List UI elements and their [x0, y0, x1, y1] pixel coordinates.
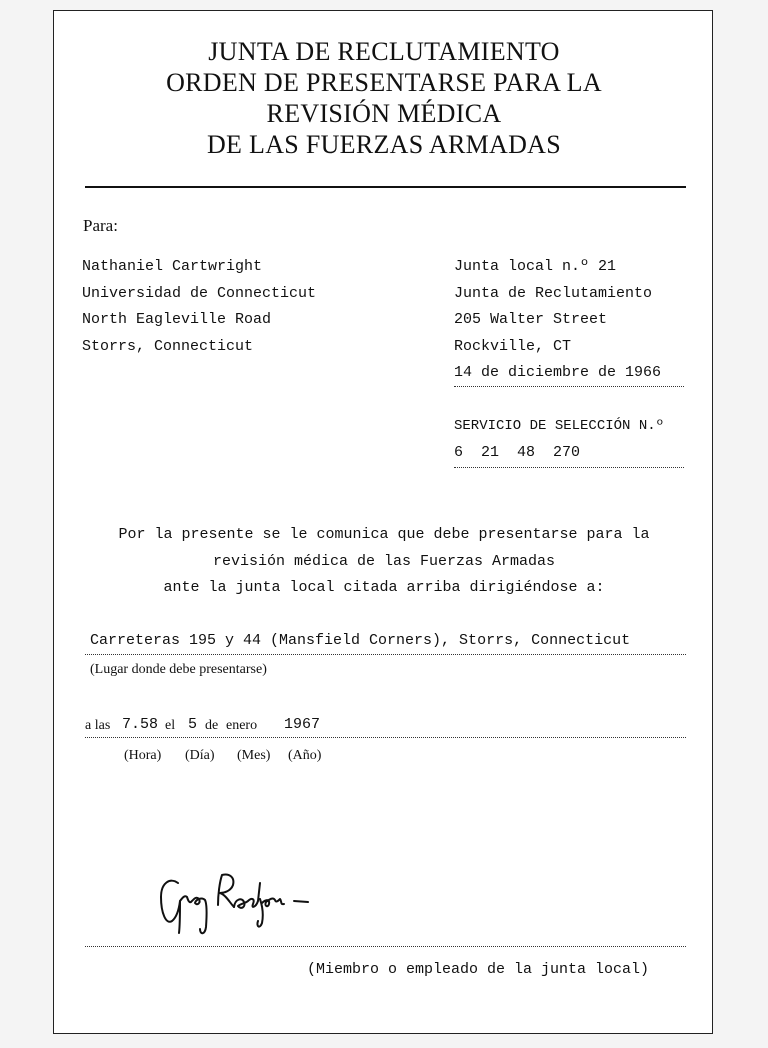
time-prefix: a las	[85, 718, 111, 733]
location-dotted-line	[85, 654, 686, 655]
title-line-1: JUNTA DE RECLUTAMIENTO	[208, 37, 560, 66]
report-location: Carreteras 195 y 44 (Mansfield Corners), Storrs, Connecticut	[90, 632, 631, 649]
date-dotted-line	[454, 386, 684, 387]
appointment-day: 5	[188, 716, 198, 733]
recipient-street: North Eagleville Road	[82, 311, 272, 328]
service-number-dotted-line	[454, 467, 684, 468]
hour-caption: (Hora)	[124, 748, 162, 763]
selective-service-label: SERVICIO DE SELECCIÓN N.º	[454, 418, 665, 434]
signature-dotted-line	[85, 946, 686, 947]
board-street: 205 Walter Street	[454, 311, 608, 328]
title-line-4: DE LAS FUERZAS ARMADAS	[206, 130, 562, 159]
day-prefix: el	[165, 718, 176, 733]
order-date: 14 de diciembre de 1966	[454, 364, 662, 381]
board-local-number: Junta local n.º 21	[454, 258, 617, 275]
appointment-dotted-line	[85, 737, 686, 738]
day-caption: (Día)	[185, 748, 215, 763]
month-caption: (Mes)	[237, 748, 271, 763]
board-name: Junta de Reclutamiento	[454, 285, 653, 302]
recipient-name: Nathaniel Cartwright	[82, 258, 263, 275]
appointment-hour: 7.58	[122, 716, 159, 733]
signature-role: (Miembro o empleado de la junta local)	[307, 961, 650, 978]
title-line-3: REVISIÓN MÉDICA	[266, 99, 502, 128]
para-label: Para:	[83, 216, 118, 235]
notice-line-3: ante la junta local citada arriba dirigiéndose a:	[163, 579, 605, 596]
notice-line-1: Por la presente se le comunica que debe presentarse para la	[118, 526, 650, 543]
board-city: Rockville, CT	[454, 338, 572, 355]
recipient-city: Storrs, Connecticut	[82, 338, 254, 355]
title-divider	[85, 186, 686, 188]
appointment-year: 1967	[284, 716, 321, 733]
recipient-institution: Universidad de Connecticut	[82, 285, 317, 302]
title-line-2: ORDEN DE PRESENTARSE PARA LA	[166, 68, 602, 97]
year-caption: (Año)	[288, 748, 322, 763]
notice-line-2: revisión médica de las Fuerzas Armadas	[212, 553, 556, 570]
appointment-month: enero	[226, 718, 258, 733]
induction-order-form	[53, 10, 713, 1034]
month-prefix: de	[205, 718, 219, 733]
location-caption: (Lugar donde debe presentarse)	[90, 662, 267, 677]
signature-image	[158, 869, 328, 949]
selective-service-number: 6 21 48 270	[454, 444, 581, 461]
